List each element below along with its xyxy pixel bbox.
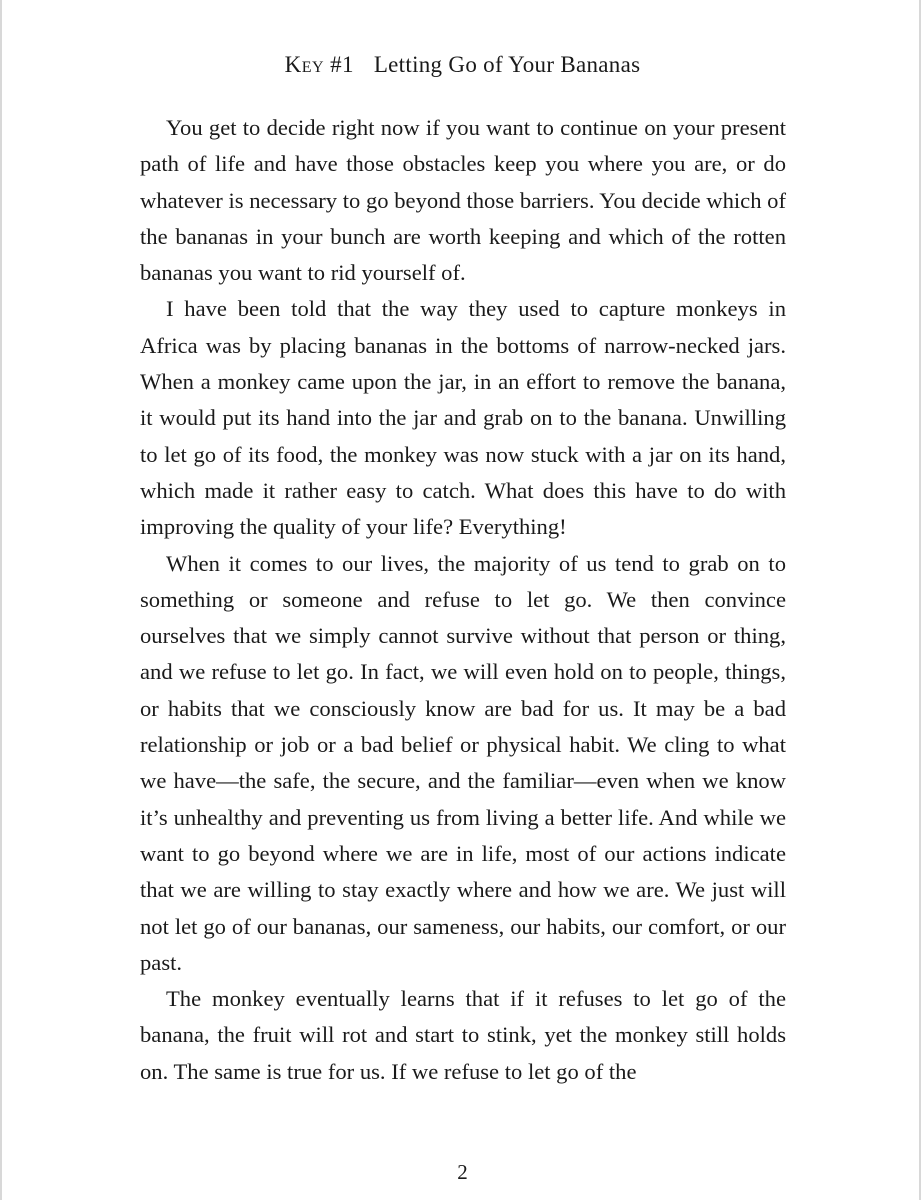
page-number: 2 — [457, 1160, 468, 1184]
running-head-key-label: Key — [284, 52, 325, 77]
running-head-key-number: #1 — [330, 52, 354, 77]
body-text — [140, 110, 786, 1090]
paragraph-3: When it comes to our lives, the majority of us tend to grab on to something or someone and refuse to let go. We then convince ourselves that we simply cannot survive without that person or thing, and we refuse to let go. In fact, we will even hold on to people, things, or habits that we consciously know are bad for us. It may be a bad relationship or job or a bad belief or physical habit. We cling to what we have—the safe, the secure, and the familiar—even when we know it’s unhealthy and preventing us from living a better life. And while we want to go beyond where we are in life, most of our actions indicate that we are willing to stay exactly where and how we are. We just will not let go of our bananas, our sameness, our habits, our comfort, or our past. — [140, 550, 786, 975]
paragraph-4: The monkey eventually learns that if it refuses to let go of the banana, the fruit will rot and start to stink, yet the monkey still holds on. The same is true for us. If we refuse to let go of the — [140, 986, 786, 1084]
running-head-title: Letting Go of Your Bananas — [373, 52, 641, 77]
paragraph-1: You get to decide right now if you want to continue on your present path of life and have those obstacles keep you where you are, or do whatever is necessary to go beyond those barriers. You decide which of the bananas in your bunch are worth keeping and which of the rotten bananas you want to rid yourself of. — [140, 115, 786, 286]
paragraph-2: I have been told that the way they used to capture monkeys in Africa was by placing bananas in the bottoms of narrow-necked jars. When a monkey came upon the jar, in an effort to remove the banana, it would put its hand into the jar and grab on to the banana. Unwilling to let go of its food, the monkey was now stuck with a jar on its hand, which made it rather easy to catch. What does this have to do with improving the quality of your life? Everything! — [140, 296, 786, 540]
running-head — [2, 52, 921, 78]
